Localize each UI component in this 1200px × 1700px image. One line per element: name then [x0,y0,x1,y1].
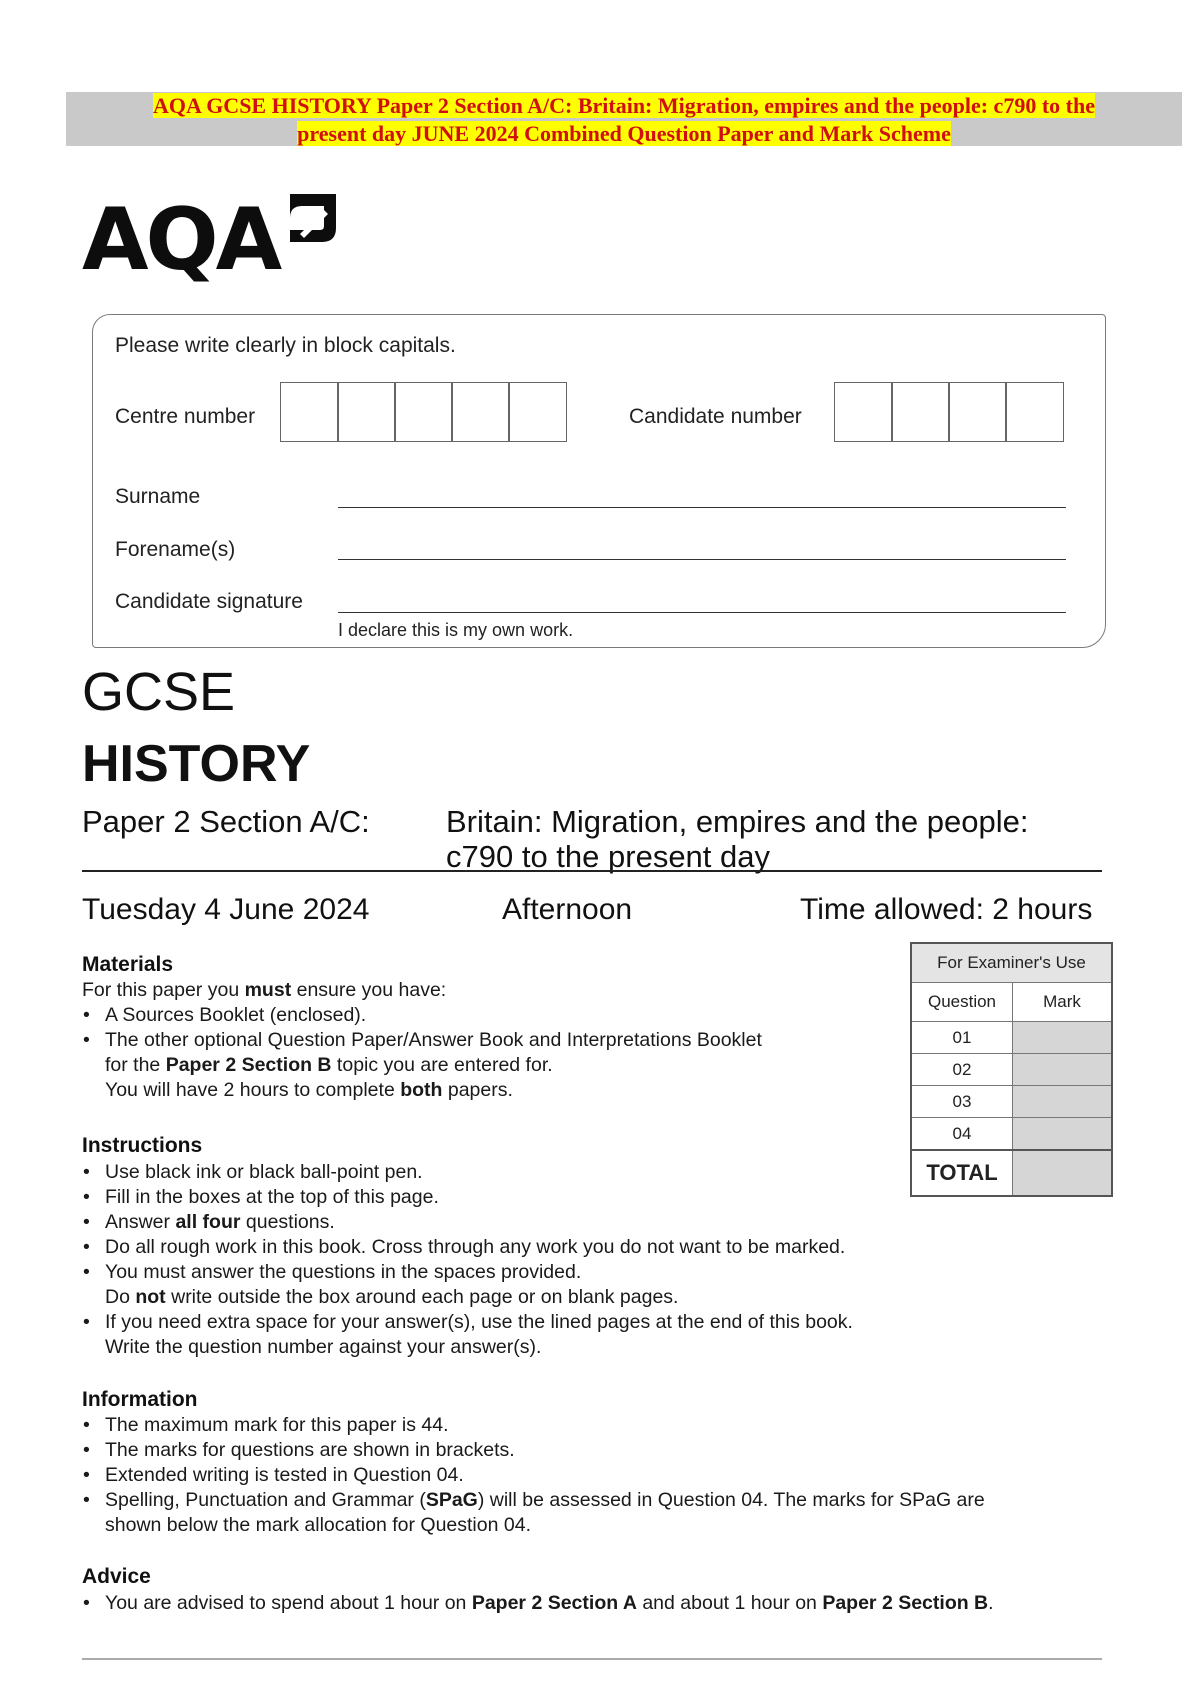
list-item: • A Sources Booklet (enclosed). [82,1003,882,1028]
candidate-number-digit-box[interactable] [948,382,1007,442]
advice-heading: Advice [82,1565,151,1588]
list-item: • Extended writing is tested in Question 04. [82,1463,1122,1488]
question-column-header: Question [911,983,1013,1022]
list-item: • Answer all four questions. [82,1210,1082,1235]
candidate-number-digit-box[interactable] [1005,382,1064,442]
candidate-number-digit-box[interactable] [891,382,950,442]
advice-section [82,1591,1142,1616]
aqa-logo [82,190,280,290]
surname-field[interactable] [338,507,1066,508]
mark-column-header: Mark [1013,983,1113,1022]
aqa-logo-text: AQA [82,190,280,290]
information-heading: Information [82,1388,198,1411]
examiner-use-table [910,942,1113,1197]
centre-number-label: Centre number [115,405,256,428]
mark-cell [1013,1086,1113,1118]
candidate-number-label: Candidate number [629,405,802,428]
list-item: • The other optional Question Paper/Answer Book and Interpretations Booklet for the Paper 2 Section B topic you are entered for. You will have 2 hours to complete both papers. [82,1028,882,1103]
exam-session: Afternoon [502,893,633,926]
centre-number-digit-box[interactable] [280,382,339,442]
surname-label: Surname [115,485,201,508]
question-number: 01 [911,1022,1013,1054]
banner-line-1: AQA GCSE HISTORY Paper 2 Section A/C: Britain: Migration, empires and the people: c790 to the [153,93,1095,118]
title-banner-text [66,92,1182,148]
examiner-table-title: For Examiner's Use [911,943,1112,983]
paper-section: Paper 2 Section A/C: [82,804,370,839]
list-item: • Do all rough work in this book. Cross through any work you do not want to be marked. [82,1235,1082,1260]
exam-subject: HISTORY [82,735,311,793]
total-label: TOTAL [911,1150,1013,1196]
banner-line-2: present day JUNE 2024 Combined Question Paper and Mark Scheme [297,121,951,146]
mark-cell [1013,1118,1113,1151]
list-item: • Fill in the boxes at the top of this page. [82,1185,1082,1210]
question-number: 04 [911,1118,1013,1151]
instructions-section [82,1160,1082,1360]
instructions-heading: Instructions [82,1134,203,1157]
question-number: 03 [911,1086,1013,1118]
declaration-text: I declare this is my own work. [338,620,574,640]
candidate-signature-field[interactable] [338,612,1066,613]
list-item: • The maximum mark for this paper is 44. [82,1413,1122,1438]
list-item: • If you need extra space for your answer(s), use the lined pages at the end of this book. Write the question number against your answer(s). [82,1310,1082,1360]
aqa-logo-mark-icon [284,190,342,252]
exam-date: Tuesday 4 June 2024 [82,893,370,926]
centre-number-digit-box[interactable] [451,382,510,442]
question-number: 02 [911,1054,1013,1086]
block-capitals-instruction: Please write clearly in block capitals. [115,334,456,357]
mark-cell [1013,1022,1113,1054]
topic-line-1: Britain: Migration, empires and the people: [446,804,1029,839]
mark-cell [1013,1054,1113,1086]
exam-level: GCSE [82,662,236,722]
forename-label: Forename(s) [115,538,236,561]
materials-section: For this paper you must ensure you have: • A Sources Booklet (enclosed). • The other optional Question Paper/Answer Book and Interpretations Booklet for the Paper 2 Section B topic you are entered for. You will have 2 hours to complete both papers. [82,978,882,1103]
centre-number-digit-box[interactable] [394,382,453,442]
forename-field[interactable] [338,559,1066,560]
materials-heading: Materials [82,953,174,976]
topic-line-2: c790 to the present day [446,839,771,874]
title-divider [82,870,1102,872]
candidate-number-digit-box[interactable] [834,382,893,442]
information-section [82,1413,1122,1538]
list-item: • The marks for questions are shown in brackets. [82,1438,1122,1463]
candidate-signature-label: Candidate signature [115,590,303,613]
centre-number-digit-box[interactable] [337,382,396,442]
time-allowed: Time allowed: 2 hours [800,893,1093,926]
list-item: • You are advised to spend about 1 hour on Paper 2 Section A and about 1 hour on Paper 2 Section B. [82,1591,1142,1616]
list-item: • Spelling, Punctuation and Grammar (SPaG) will be assessed in Question 04. The marks for SPaG are shown below the mark allocation for Question 04. [82,1488,1122,1538]
list-item: • You must answer the questions in the spaces provided. Do not write outside the box around each page or on blank pages. [82,1260,1082,1310]
footer-divider [82,1658,1102,1660]
list-item: • Use black ink or black ball-point pen. [82,1160,1082,1185]
centre-number-digit-box[interactable] [508,382,567,442]
